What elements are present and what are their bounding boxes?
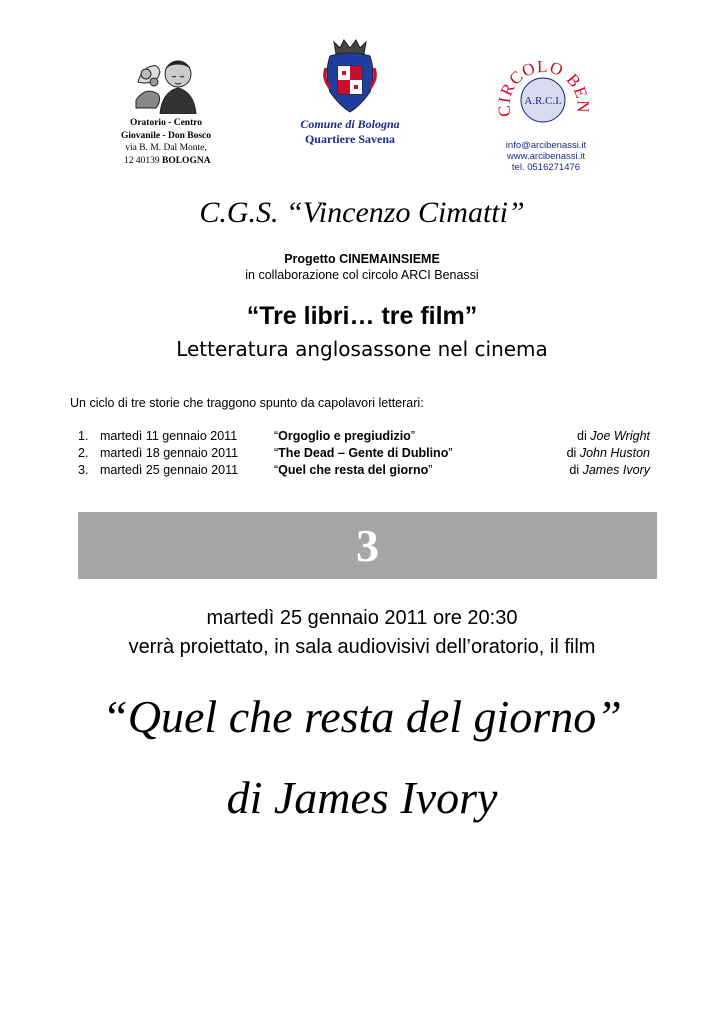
schedule-film-title: Quel che resta del giorno — [278, 463, 429, 477]
schedule-director — [569, 462, 650, 479]
schedule-director-name: Joe Wright — [590, 429, 650, 443]
arci-website: www.arcibenassi.it — [506, 151, 586, 162]
bologna-crest-icon — [320, 38, 380, 114]
schedule-director-name: James Ivory — [582, 463, 650, 477]
comune-block — [270, 117, 430, 147]
cgs-title: C.G.S. “Vincenzo Cimatti” — [199, 196, 525, 229]
oratorio-street: via B. M. Dal Monte, — [125, 143, 207, 153]
featured-film-title: “Quel che resta del giorno” — [102, 691, 622, 742]
schedule-director-name: John Huston — [579, 446, 650, 460]
episode-number: 3 — [356, 520, 379, 571]
schedule-item — [78, 428, 650, 445]
schedule-film: “Quel che resta del giorno” — [274, 463, 433, 477]
schedule-item — [78, 445, 650, 462]
schedule-item — [78, 462, 650, 479]
series-title: “Tre libri… tre film” — [246, 302, 478, 330]
oratorio-postcode: 12 40139 — [124, 155, 162, 166]
schedule-number: 2. — [78, 446, 89, 460]
schedule-film-title: Orgoglio e pregiudizio — [278, 429, 411, 443]
quartiere-name: Quartiere Savena — [304, 132, 396, 146]
film-schedule — [78, 428, 650, 479]
arci-email: info@arcibenassi.it — [505, 140, 587, 151]
schedule-director-prefix: di — [569, 463, 583, 477]
comune-name: Comune di Bologna — [300, 117, 400, 131]
schedule-director — [567, 445, 650, 462]
event-date: martedì 25 gennaio 2011 ore 20:30 — [206, 607, 518, 629]
schedule-date: martedì 25 gennaio 2011 — [100, 463, 239, 477]
schedule-film: “Orgoglio e pregiudizio” — [274, 429, 415, 443]
schedule-date: martedì 18 gennaio 2011 — [100, 446, 239, 460]
don-bosco-portrait-icon — [134, 52, 200, 114]
arci-benassi-logo — [497, 56, 589, 146]
arci-contacts — [496, 140, 596, 173]
schedule-director — [577, 428, 650, 445]
oratorio-city: BOLOGNA — [162, 155, 211, 166]
intro-text: Un ciclo di tre storie che traggono spunto da capolavori letterari: — [70, 396, 424, 410]
oratorio-name-line2: Giovanile - Don Bosco — [121, 130, 211, 141]
schedule-number: 1. — [78, 429, 89, 443]
event-description: verrà proiettato, in sala audiovisivi dell’oratorio, il film — [128, 636, 596, 658]
schedule-film-title: The Dead – Gente di Dublino — [278, 446, 449, 460]
oratorio-name-line1: Oratorio - Centro — [129, 118, 203, 128]
featured-film-director: di James Ivory — [226, 772, 498, 823]
schedule-date: martedì 11 gennaio 2011 — [100, 429, 238, 443]
oratorio-city-line — [96, 155, 236, 168]
schedule-director-prefix: di — [566, 446, 580, 460]
schedule-number: 3. — [78, 463, 89, 477]
arci-phone: tel. 0516271476 — [511, 162, 581, 173]
arci-logo-arc-text: RCOLO B — [497, 56, 586, 99]
project-name: Progetto CINEMAINSIEME — [284, 252, 440, 266]
schedule-film: “The Dead – Gente di Dublino” — [274, 446, 453, 460]
collaboration-line: in collaborazione col circolo ARCI Benassi — [245, 268, 479, 282]
oratorio-address-block — [96, 117, 236, 167]
arci-logo-center-text: A.R.C.I. — [524, 95, 562, 107]
schedule-director-prefix: di — [577, 429, 591, 443]
episode-number-banner — [78, 512, 657, 579]
series-subtitle: Letteratura anglosassone nel cinema — [176, 337, 548, 361]
